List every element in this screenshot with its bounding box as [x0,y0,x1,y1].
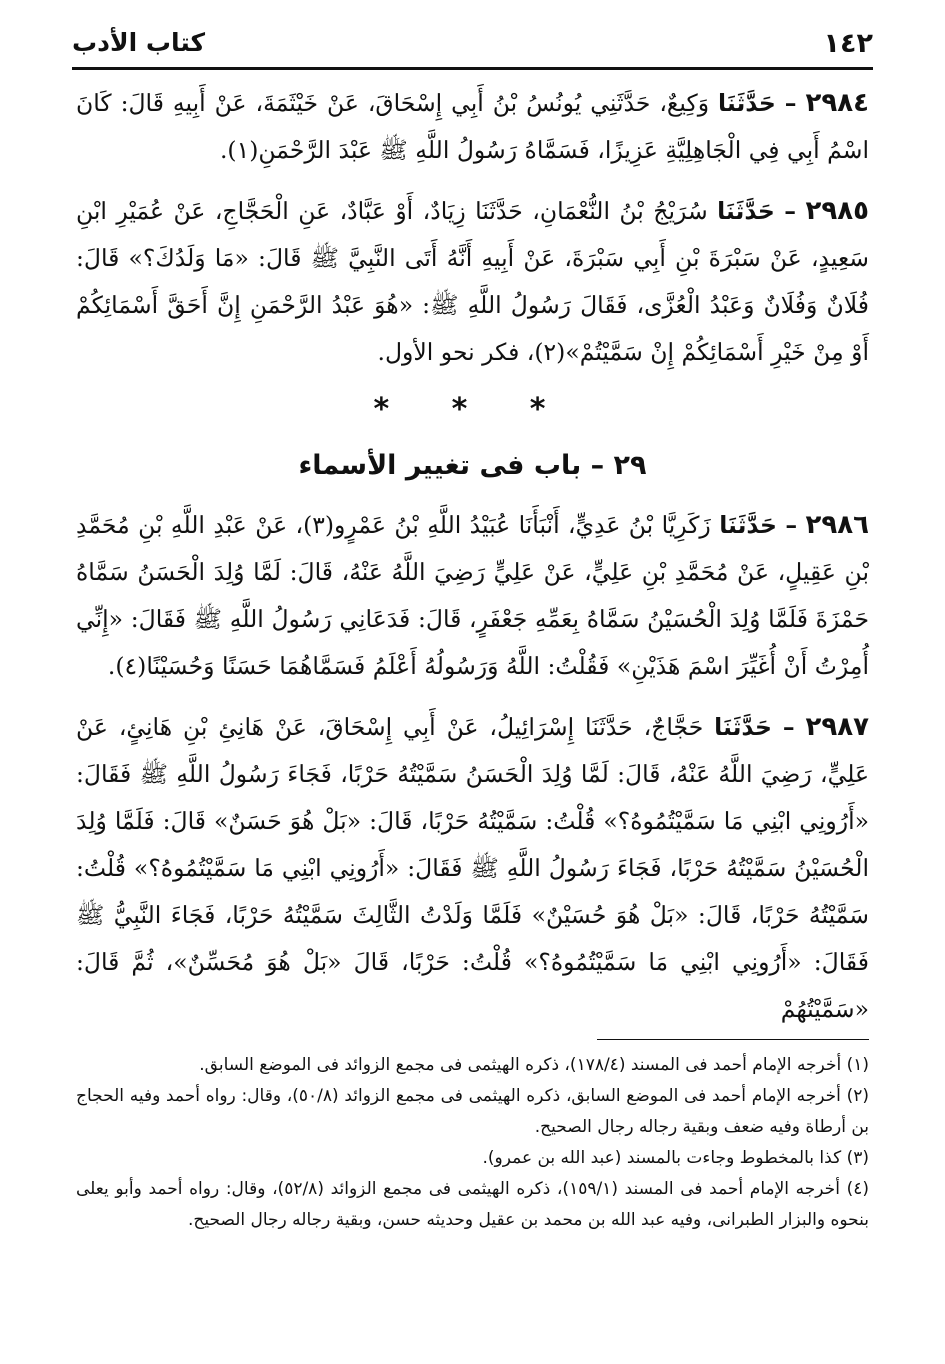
hadith-lead-word: حَدَّثَنَا [717,197,775,225]
hadith-dash: – [784,89,797,117]
page-header [72,22,873,70]
hadith-number: ٢٩٨٦ [805,510,869,540]
hadith-text: وَكِيعٌ، حَدَّثَنِي يُونُسُ بْنُ أَبِي إِسْحَاقَ، عَنْ خَيْثَمَةَ، عَنْ أَبِيهِ قَالَ: كَانَ اسْمُ أَبِي فِي الْجَاهِلِيَّةِ عَزِيزًا، فَسَمَّاهُ رَسُولُ اللَّهِ ﷺ عَبْدَ الرَّحْمَنِ(١). [76,89,869,164]
hadith-dash: – [782,713,795,741]
hadith-text: حَجَّاجٌ، حَدَّثَنَا إِسْرَائِيلُ، عَنْ أَبِي إِسْحَاقَ، عَنْ هَانِئِ بْنِ هَانِئٍ، عَنْ عَلِيٍّ، رَضِيَ اللَّهُ عَنْهُ، قَالَ: لَمَّا وُلِدَ الْحَسَنُ سَمَّيْتُهُ حَرْبًا، فَجَاءَ رَسُولُ اللَّهِ ﷺ فَقَالَ: «أَرُونِي ابْنِي مَا سَمَّيْتُمُوهُ؟» قُلْتُ: سَمَّيْتُهُ حَرْبًا، قَالَ: «بَلْ هُوَ حَسَنٌ» قَالَ: فَلَمَّا وُلِدَ الْحُسَيْنُ سَمَّيْتُهُ حَرْبًا، فَجَاءَ رَسُولُ اللَّهِ ﷺ فَقَالَ: «أَرُونِي ابْنِي مَا سَمَّيْتُمُوهُ؟» قُلْتُ: سَمَّيْتُهُ حَرْبًا، قَالَ: «بَلْ هُوَ حُسَيْنٌ» فَلَمَّا وَلَدْتُ الثَّالِثَ سَمَّيْتُهُ حَرْبًا، فَجَاءَ النَّبِيُّ ﷺ فَقَالَ: «أَرُونِي ابْنِي مَا سَمَّيْتُمُوهُ؟» قُلْتُ: حَرْبًا، قَالَ «بَلْ هُوَ مُحَسِّنٌ»، ثُمَّ قَالَ: «سَمَّيْتُهُمْ [76,713,869,1023]
hadith-2987 [76,704,869,1033]
hadith-number: ٢٩٨٥ [805,196,869,226]
hadith-2985 [76,188,869,376]
main-text [76,80,869,1047]
chapter-heading: ٢٩ – باب فى تغيير الأسماء [298,450,647,481]
hadith-2984 [76,80,869,174]
footnote-1: (١) أخرجه الإمام أحمد فى المسند (١٧٨/٤)، ذكره الهيثمى فى مجمع الزوائد فى الموضع السابق. [199,1055,869,1075]
hadith-number: ٢٩٨٤ [805,88,869,118]
hadith-dash: – [784,197,797,225]
footnote-2: (٢) أخرجه الإمام أحمد فى الموضع السابق، ذكره الهيثمى فى مجمع الزوائد (٥٠/٨)، وقال: رواه أحمد وفيه الحجاج بن أرطاة وفيه ضعف وبقية رجاله رجال الصحيح. [76,1086,869,1137]
hadith-dash: – [785,511,798,539]
page-number: ١٤٢ [823,28,873,59]
hadith-lead-word: حَدَّثَنَا [719,511,777,539]
footnotes [76,1050,869,1236]
footnote-separator [597,1039,869,1040]
hadith-lead-word: حَدَّثَنَا [718,89,776,117]
book-title: كتاب الأدب [72,28,206,57]
hadith-text: سُرَيْجُ بْنُ النُّعْمَانِ، حَدَّثَنَا زِيَادٌ، أَوْ عَبَّادٌ، عَنِ الْحَجَّاجِ، عَنْ عُمَيْرِ ابْنِ سَعِيدٍ، عَنْ سَبْرَةَ بْنِ أَبِي سَبْرَةَ، عَنْ أَبِيهِ أَنَّهُ أَتَى النَّبِيَّ ﷺ قَالَ: «مَا وَلَدُكَ؟» قَالَ: فُلَانٌ وَفُلَانٌ وَعَبْدُ الْعُزَّى، فَقَالَ رَسُولُ اللَّهِ ﷺ: «هُوَ عَبْدُ الرَّحْمَنِ إِنَّ أَحَقَّ أَسْمَائِكُمْ أَوْ مِنْ خَيْرِ أَسْمَائِكُمْ إِنْ سَمَّيْتُمْ»(٢)، فكر نحو الأول. [76,197,869,366]
hadith-lead-word: حَدَّثَنَا [714,713,772,741]
hadith-2986 [76,502,869,690]
footnote-3: (٣) كذا بالمخطوط وجاءت بالمسند (عبد الله بن عمرو). [482,1148,869,1168]
footnote-4: (٤) أخرجه الإمام أحمد فى المسند (١٥٩/١)، ذكره الهيثمى فى مجمع الزوائد (٥٢/٨)، وقال: رواه أحمد وأبو يعلى بنحوه والبزار الطبرانى، وفيه عبد الله بن محمد بن عقيل وحديثه حسن، وبقية رجاله رجال الصحيح. [76,1179,869,1230]
hadith-number: ٢٩٨٧ [805,712,869,742]
section-separator: * * * [373,392,572,427]
header-rule [72,67,873,70]
hadith-text: زَكَرِيَّا بْنُ عَدِيٍّ، أَنْبَأَنَا عُبَيْدُ اللَّهِ بْنُ عَمْرٍو(٣)، عَنْ عَبْدِ اللَّهِ بْنِ مُحَمَّدِ بْنِ عَقِيلٍ، عَنْ مُحَمَّدِ بْنِ عَلِيٍّ، عَنْ عَلِيٍّ رَضِيَ اللَّهُ عَنْهُ، قَالَ: لَمَّا وُلِدَ الْحَسَنُ سَمَّاهُ حَمْزَةَ فَلَمَّا وُلِدَ الْحُسَيْنُ سَمَّاهُ بِعَمِّهِ جَعْفَرٍ، قَالَ: فَدَعَانِي رَسُولُ اللَّهِ ﷺ فَقَالَ: «إِنِّي أُمِرْتُ أَنْ أُغَيِّرَ اسْمَ هَذَيْنِ» فَقُلْتُ: اللَّهُ وَرَسُولُهُ أَعْلَمُ فَسَمَّاهُمَا حَسَنًا وَحُسَيْنًا(٤). [76,511,869,680]
